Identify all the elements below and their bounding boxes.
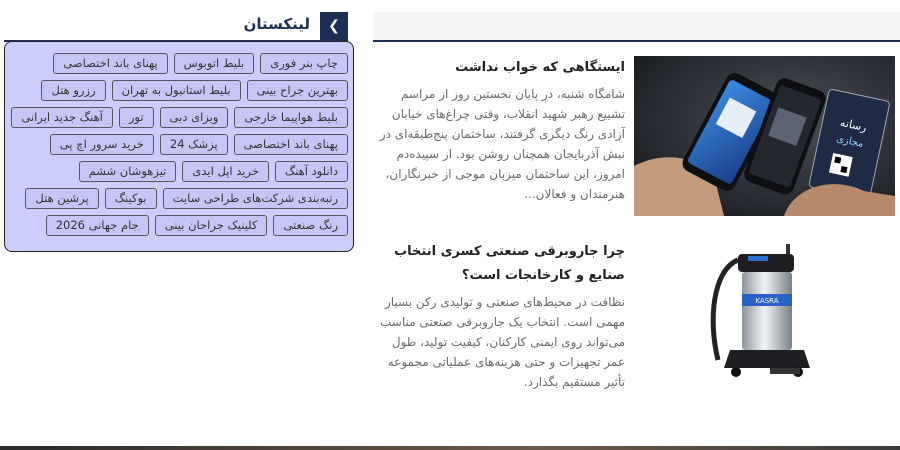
link-tag[interactable]: رتبه‌بندی شرکت‌های طراحی سایت	[163, 188, 348, 209]
article-text	[373, 240, 625, 392]
article-text	[373, 56, 625, 204]
link-tag[interactable]: بلیط اتوبوس	[174, 53, 255, 74]
link-tag[interactable]: آهنگ جدید ایرانی	[11, 107, 112, 128]
links-tag-row	[10, 134, 348, 155]
article-thumbnail-phones[interactable]	[634, 56, 895, 216]
card-line-1: رسانه	[838, 115, 868, 135]
card-line-2: مجازی	[835, 133, 865, 150]
news-section-header-bar	[373, 12, 900, 42]
links-widget-header	[4, 12, 348, 42]
link-tag[interactable]: دانلود آهنگ	[275, 161, 348, 182]
chevron-right-icon[interactable]: ❯	[320, 12, 348, 40]
link-tag[interactable]: پزشک 24	[160, 134, 228, 155]
link-tag[interactable]: پهنای باند اختصاصی	[234, 134, 348, 155]
link-tag[interactable]: بلیط هواپیما خارجی	[234, 107, 348, 128]
article-title-link[interactable]: چرا جاروبرقی صنعتی کسری انتخاب صنایع و کارخانجات است؟	[394, 244, 625, 283]
link-tag[interactable]: پرشین هتل	[25, 188, 98, 209]
link-tag[interactable]: جام جهانی 2026	[46, 215, 149, 236]
link-tag[interactable]: رنگ صنعتی	[273, 215, 348, 236]
footer-strip	[0, 446, 900, 450]
link-tag[interactable]: بهترین جراح بینی	[247, 80, 348, 101]
link-tag[interactable]: خرید سرور اچ پی	[50, 134, 154, 155]
link-tag[interactable]: تور	[119, 107, 154, 128]
article-title-link[interactable]: ایستگاهی که خواب نداشت	[455, 60, 625, 75]
article-summary: نظافت در محیط‌های صنعتی و تولیدی رکن بسیار مهمی است. انتخاب یک جاروبرقی صنعتی مناسب می‌تواند روی ایمنی کارکنان، کیفیت تولید، طول عمر تجهیزات و حتی هزینه‌های عملیاتی مجموعه تأثیر مستقیم بگذارد.	[380, 295, 625, 389]
article-thumbnail-vacuum[interactable]	[708, 240, 820, 390]
link-tag[interactable]: بوکینگ	[105, 188, 157, 209]
link-tag[interactable]: خرید اپل ایدی	[182, 161, 269, 182]
link-tag[interactable]: پهنای باند اختصاصی	[53, 53, 167, 74]
link-tag[interactable]: کلینیک جراحان بینی	[155, 215, 268, 236]
vacuum-brand: KASRA	[755, 297, 779, 305]
news-article[interactable]	[373, 240, 895, 400]
links-tag-row	[10, 161, 348, 182]
link-tag[interactable]: بلیط استانبول به تهران	[112, 80, 241, 101]
article-summary: شامگاه شنبه، در پایان نخستین روز از مراسم تشییع رهبر شهید انقلاب، وقتی چراغ‌های خیابان آزادی رنگ دیگری گرفتند، ساختمان پنج‌طبقه‌ای در نبش آذربایجان همچنان روشن بود. از سپیده‌دم امروز، این ساختمان میزبان موجی از خبرنگاران، هنرمندان و فعالان...	[379, 87, 625, 201]
links-tag-row	[10, 53, 348, 74]
link-tag[interactable]: چاپ بنر فوری	[260, 53, 348, 74]
links-tag-row	[10, 107, 348, 128]
links-widget-box	[4, 41, 354, 252]
news-article[interactable]	[373, 56, 895, 216]
links-tag-row	[10, 80, 348, 101]
link-tag[interactable]: ویزای دبی	[160, 107, 229, 128]
links-widget-title: لینکستان	[243, 15, 310, 33]
link-tag[interactable]: رزرو هتل	[41, 80, 105, 101]
link-tag[interactable]: تیزهوشان ششم	[79, 161, 177, 182]
links-tag-row	[10, 188, 348, 209]
links-tag-row	[10, 215, 348, 236]
